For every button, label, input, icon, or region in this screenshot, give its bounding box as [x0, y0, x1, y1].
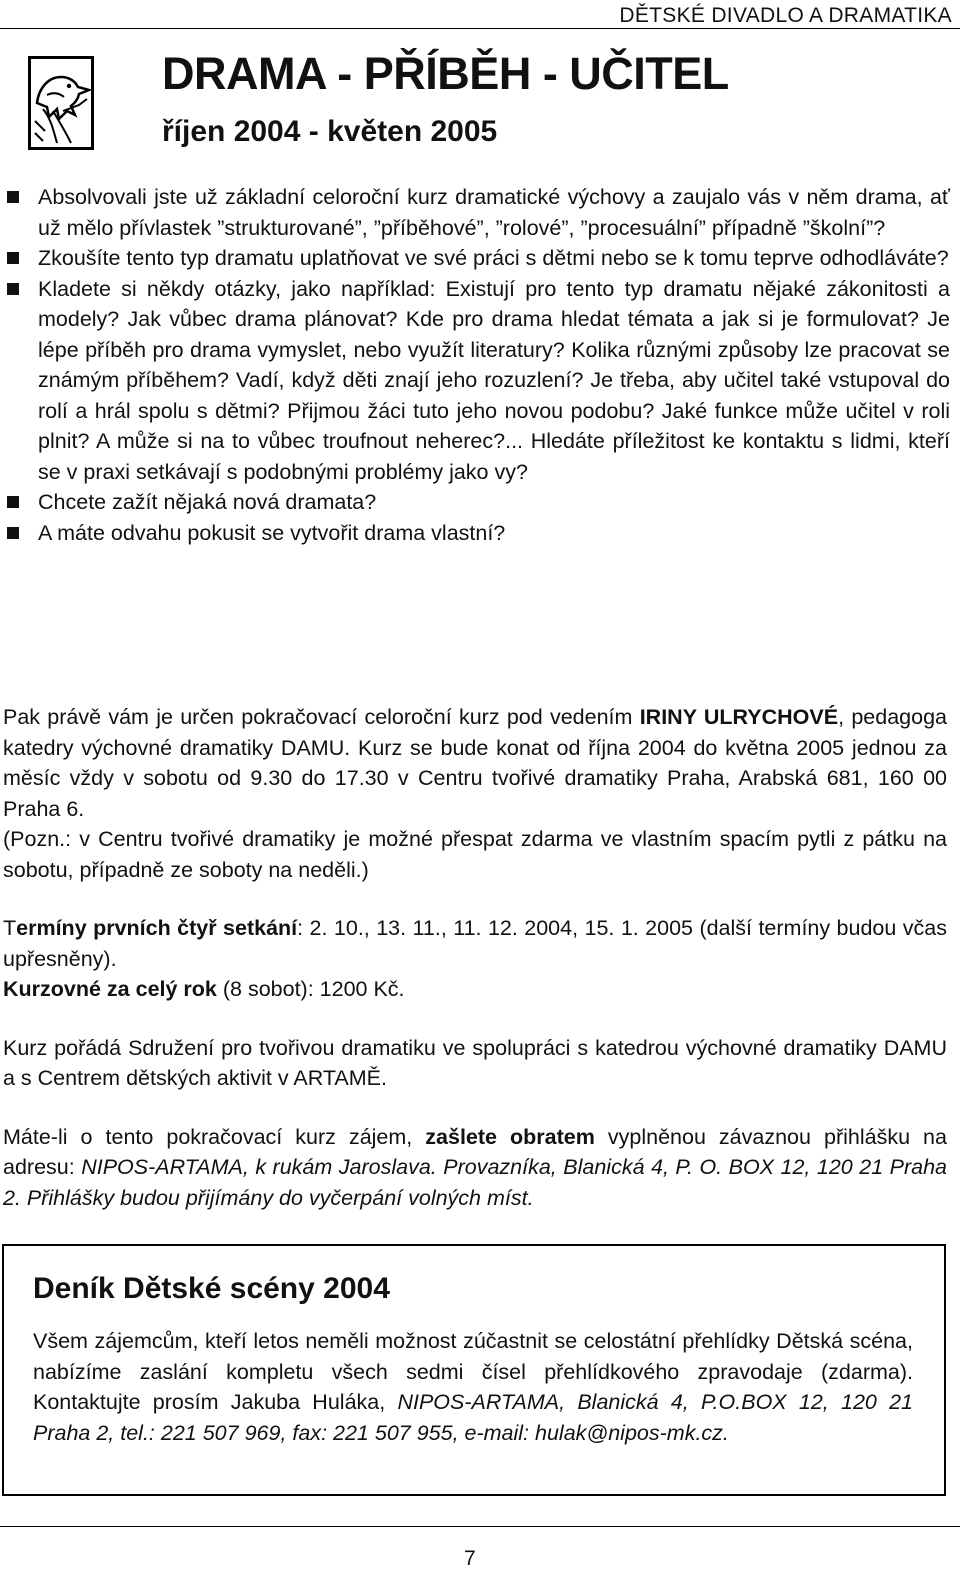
course-leader: IRINY ULRYCHOVÉ [639, 705, 839, 729]
terms-paragraph: Termíny prvních čtyř setkání: 2. 10., 13. 11., 11. 12. 2004, 15. 1. 2005 (další termíny budou včas upřesněny). [3, 916, 947, 971]
list-item: Absolvovali jste už základní celoroční kurz dramatické výchovy a zaujalo vás v něm drama, ať už mělo přívlastek ”strukturované”, ”příběhové”, ”rolové”, ”procesuální” případně ”školní”? [0, 182, 960, 243]
bullet-square-icon [7, 252, 19, 264]
running-head: DĚTSKÉ DIVADLO A DRAMATIKA [619, 4, 952, 27]
fee-paragraph: Kurzovné za celý rok (8 sobot): 1200 Kč. [3, 977, 405, 1001]
article-body [3, 702, 947, 1213]
course-paragraph: Pak právě vám je určen pokračovací celoroční kurz pod vedením IRINY ULRYCHOVÉ, pedagoga katedry výchovné dramatiky DAMU. Kurz se bude konat od října 2004 do května 2005 jednou za měsíc vždy v sobotu od 9.30 do 17.30 v Centru tvořivé dramatiky Praha, Arabská 681, 160 00 Praha 6. [3, 705, 947, 821]
fee-label: Kurzovné za celý rok [3, 977, 217, 1001]
box-contact: NIPOS-ARTAMA, Blanická 4, P.O.BOX 12, 120 21 Praha 2, tel.: 221 507 969, fax: 221 507 955, e-mail: hulak@nipos-mk.cz. [33, 1390, 914, 1445]
application-address: NIPOS-ARTAMA, k rukám Jaroslava. Provazníka, Blanická 4, P. O. BOX 12, 120 21 Praha 2. Přihlášky budou přijímány do vyčerpání volných míst. [3, 1155, 948, 1210]
box-title: Deník Dětské scény 2004 [33, 1272, 390, 1305]
bullet-square-icon [7, 527, 19, 539]
bullet-square-icon [7, 191, 19, 203]
course-note: (Pozn.: v Centru tvořivé dramatiky je možné přespat zdarma ve vlastním spacím pytli z pátku na sobotu, případně ze soboty na neděli.) [3, 827, 947, 882]
page-title: DRAMA - PŘÍBĚH - UČITEL [162, 48, 729, 99]
list-item: Chcete zažít nějaká nová dramata? [0, 487, 960, 518]
header-rule [0, 28, 960, 29]
footer-rule [0, 1526, 960, 1527]
application-emphasis: zašlete obratem [425, 1124, 595, 1149]
bullet-square-icon [7, 283, 19, 295]
page-number: 7 [464, 1547, 476, 1570]
bullet-square-icon [7, 496, 19, 508]
list-item: A máte odvahu pokusit se vytvořit drama vlastní? [0, 518, 960, 549]
question-list [0, 182, 960, 548]
list-item: Kladete si někdy otázky, jako například: Existují pro tento typ dramatu nějaké zákonitosti a modely? Jak vůbec drama plánovat? Kde pro drama hledat témata a jak si je formulovat? Je lépe příběh pro drama vymyslet, nebo využít literatury? Kolika různými způsoby lze pracovat se známým příběhem? Vadí, když děti znají jeho rozuzlení? Je třeba, aby učitel také vstupoval do rolí a hrál spolu s dětmi? Přijmou žáci tuto jeho novou podobu? Jaké funkce může učitel v roli plnit? A může si na to vůbec troufnout neherec?... Hledáte příležitost ke kontaktu s lidmi, kteří se v praxi setkávají s podobnými problémy jako vy? [0, 274, 960, 488]
organizer-paragraph: Kurz pořádá Sdružení pro tvořivou dramatiku ve spolupráci s katedrou výchovné dramatiky DAMU a s Centrem dětských aktivit v ARTAMĚ. [3, 1035, 947, 1090]
info-box [2, 1244, 946, 1496]
box-text: Všem zájemcům, kteří letos neměli možnost zúčastnit se celostátní přehlídky Dětská scéna, nabízíme zaslání kompletu všech sedmi čísel přehlídkového zpravodaje (zdarma). Kontaktujte prosím Jakuba Huláka, NIPOS-ARTAMA, Blanická 4, P.O.BOX 12, 120 21 Praha 2, tel.: 221 507 969, fax: 221 507 955, e-mail: hulak@nipos-mk.cz. [33, 1329, 914, 1445]
list-item: Zkoušíte tento typ dramatu uplatňovat ve své práci s dětmi nebo se k tomu teprve odhodláváte? [0, 243, 960, 274]
terms-label: ermíny prvních čtyř setkání [16, 916, 298, 940]
bird-drawing-icon [28, 56, 94, 150]
page-subtitle: říjen 2004 - květen 2005 [162, 115, 498, 148]
application-paragraph: Máte-li o tento pokračovací kurz zájem, zašlete obratem vyplněnou závaznou přihlášku na adresu: NIPOS-ARTAMA, k rukám Jaroslava. Provazníka, Blanická 4, P. O. BOX 12, 120 21 Praha 2. Přihlášky budou přijímány do vyčerpání volných míst. [3, 1124, 948, 1210]
